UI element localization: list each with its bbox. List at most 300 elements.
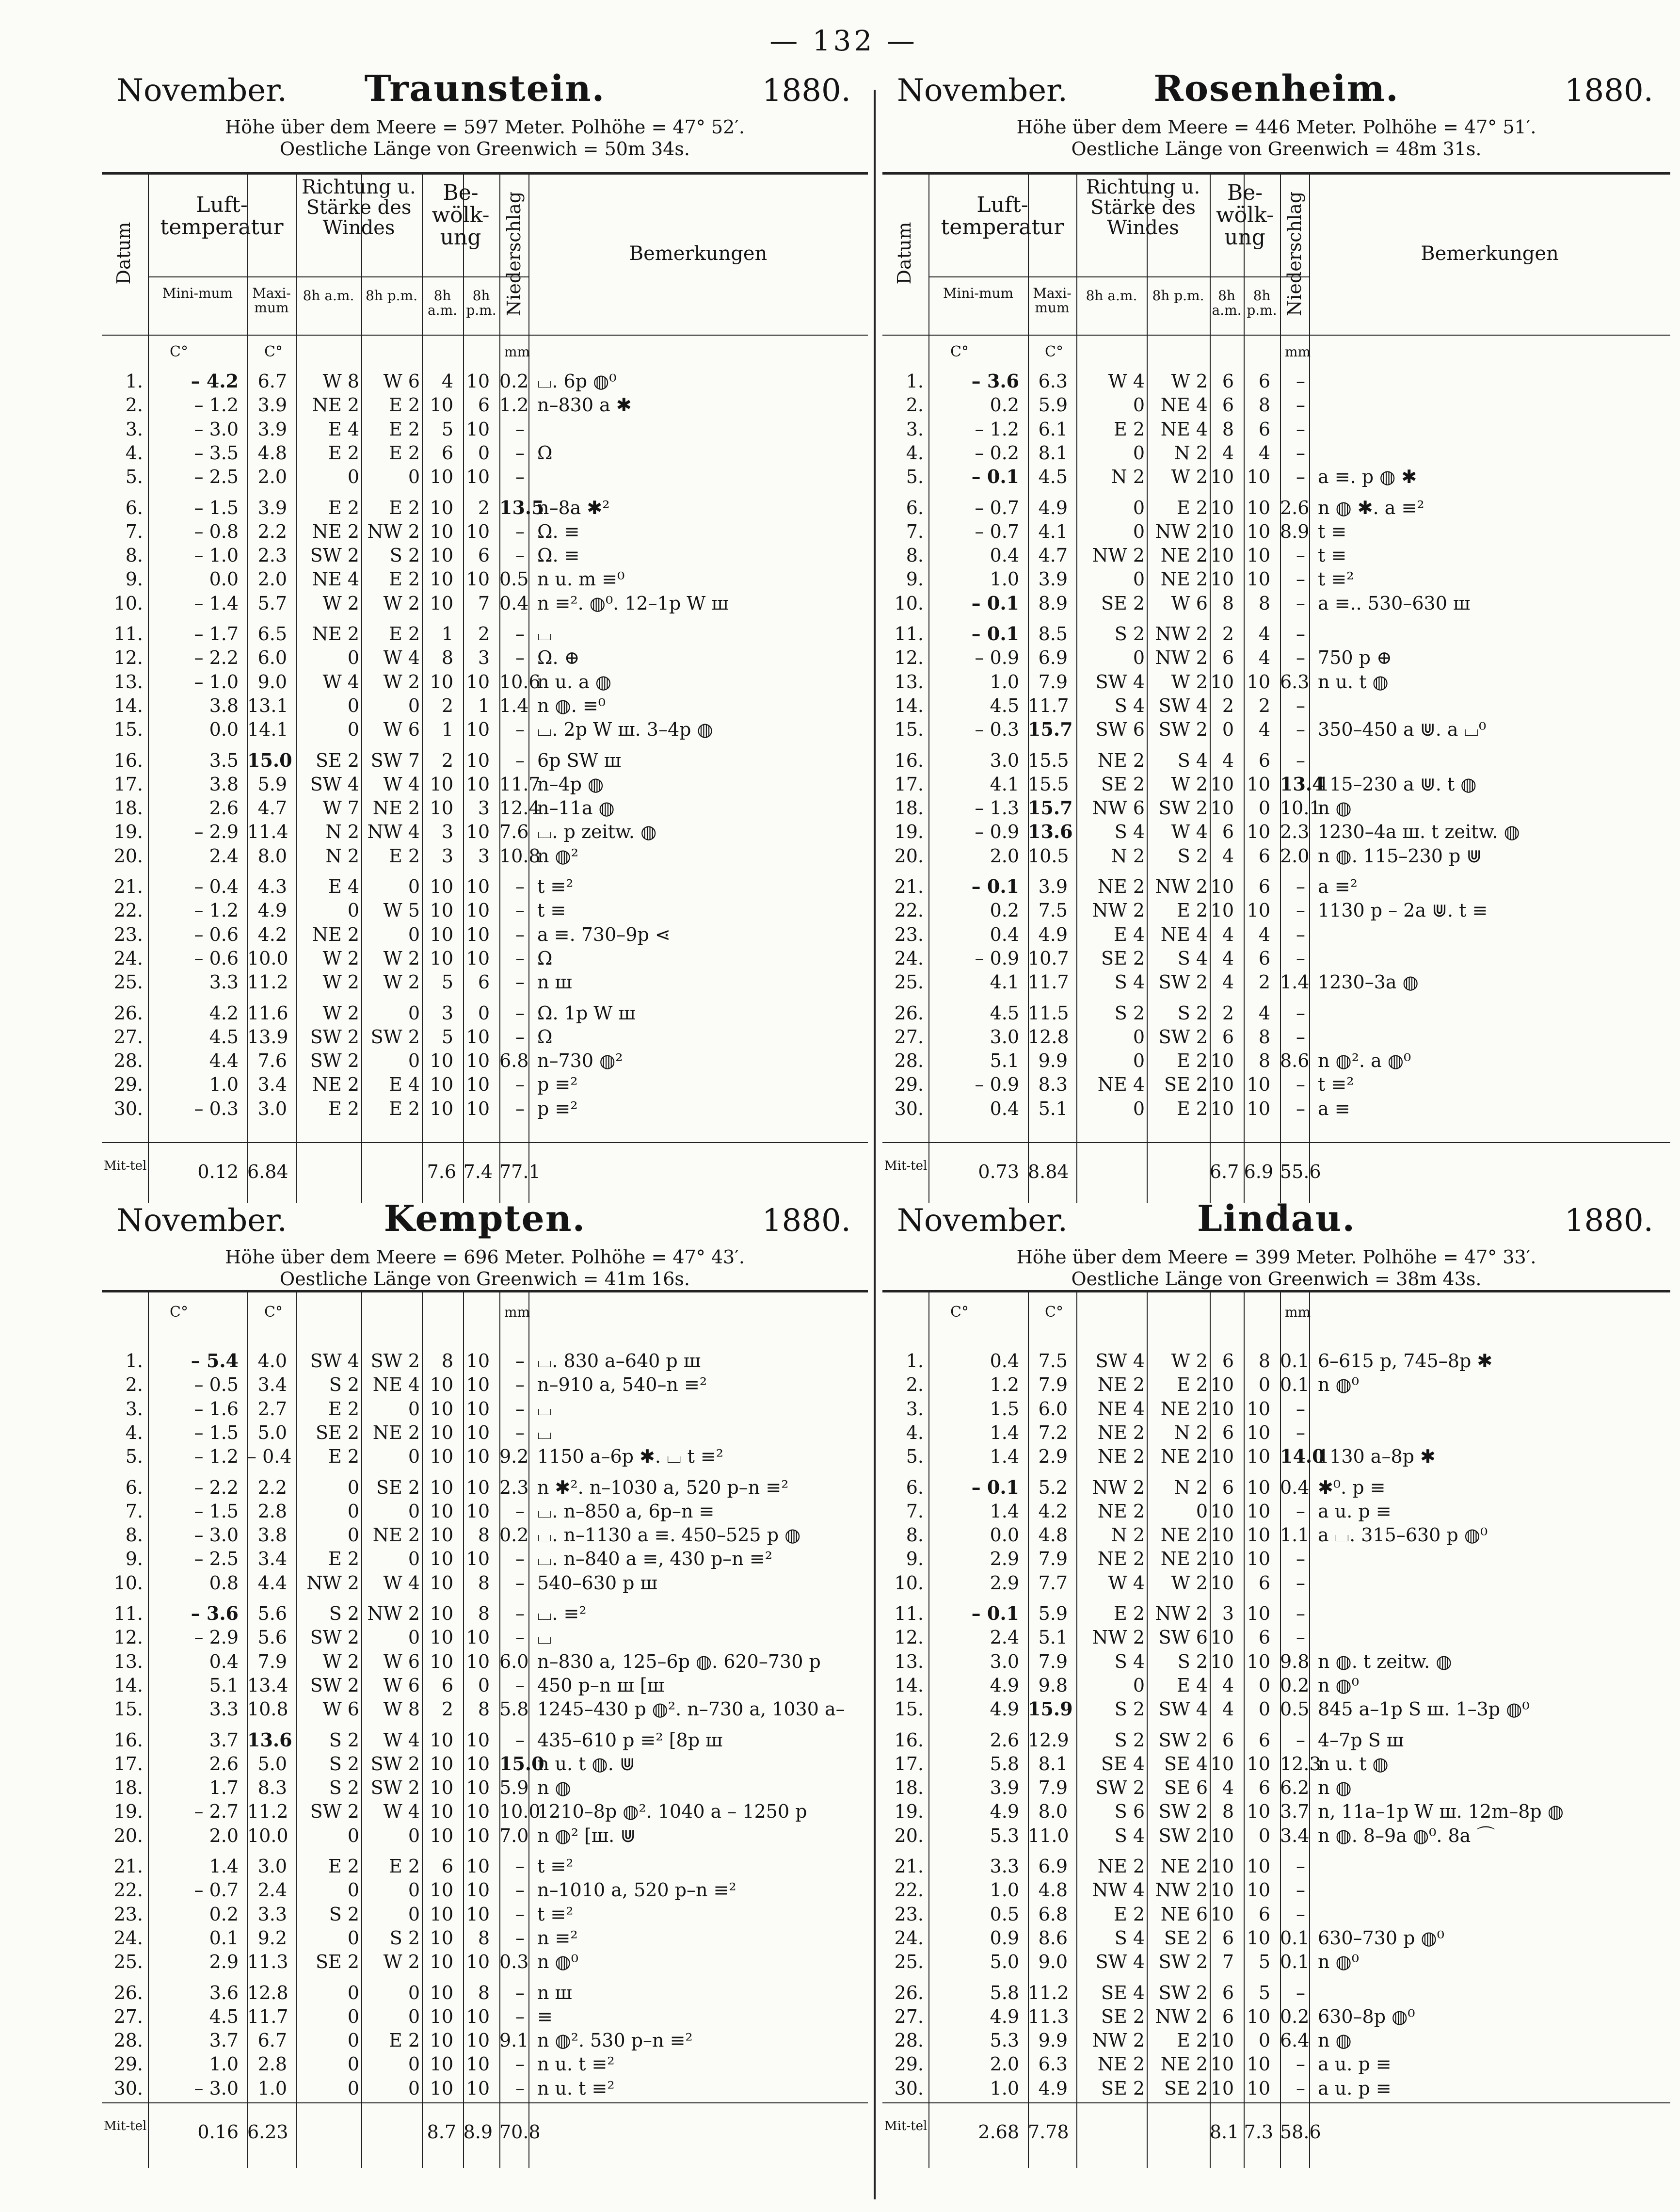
remarks: 845 a–1p S ш. 1–3p ◍⁰ — [1318, 1699, 1530, 1720]
wind-am: NE 2 — [312, 520, 359, 542]
min-temp: 2.9 — [209, 1951, 239, 1973]
row-date: 2. — [125, 1374, 143, 1396]
max-temp: 5.6 — [257, 1627, 287, 1648]
cloud-am: 10 — [1210, 1500, 1234, 1522]
cloud-pm: 10 — [1247, 545, 1270, 566]
remarks: n ◍. 115–230 p ⋓ — [1318, 845, 1482, 866]
wind-am: SW 4 — [310, 773, 359, 795]
wind-pm: SW 2 — [1158, 971, 1208, 993]
cloud-pm: 2 — [478, 497, 490, 518]
wind-pm: SW 6 — [1158, 1627, 1208, 1648]
cloud-pm: 10 — [1247, 2053, 1270, 2075]
remarks: n ◍. ≡⁰ — [537, 695, 606, 716]
max-temp: 4.9 — [257, 900, 287, 921]
cloud-am: 4 — [1222, 845, 1234, 867]
column-rule — [528, 1292, 529, 2168]
cloud-pm: 10 — [1247, 1927, 1270, 1949]
cloud-pm: 10 — [1247, 466, 1270, 488]
max-temp: 2.3 — [257, 545, 287, 566]
min-temp: – 1.7 — [194, 623, 239, 645]
cloud-pm: 8 — [478, 1982, 490, 2003]
precipitation: 12.4 — [499, 797, 541, 819]
cloud-pm: 8 — [1258, 592, 1270, 614]
cloud-pm: 10 — [466, 2053, 490, 2075]
cloud-pm: 10 — [466, 1650, 490, 1672]
remarks: Ω. ≡ — [537, 521, 580, 542]
cloud-am: 10 — [430, 466, 453, 488]
max-temp: 10.8 — [247, 1698, 288, 1720]
wind-pm: 0 — [408, 1500, 420, 1522]
remarks: ⌴ — [537, 1398, 552, 1419]
cloud-pm: 8 — [1258, 1050, 1270, 1072]
cloud-am: 10 — [1210, 797, 1234, 819]
year-label: 1880. — [762, 1203, 851, 1239]
max-temp: 13.4 — [247, 1674, 288, 1696]
row-date: 6. — [906, 497, 924, 518]
wind-am: 0 — [347, 2053, 359, 2075]
wind-am: SE 2 — [315, 749, 359, 771]
cloud-am: 10 — [430, 876, 453, 897]
cloud-am: 10 — [1210, 1374, 1234, 1396]
cloud-am: 10 — [430, 1398, 453, 1420]
max-temp: 3.0 — [257, 1098, 287, 1119]
precipitation: – — [1296, 1500, 1305, 1522]
precipitation: – — [1296, 466, 1305, 488]
wind-pm: NE 2 — [1160, 568, 1208, 590]
remarks: n ◍ — [537, 1777, 571, 1798]
cloud-pm: 0 — [1258, 1374, 1270, 1396]
wind-pm: SW 2 — [1158, 797, 1208, 819]
min-temp: – 4.2 — [191, 370, 239, 392]
cloud-pm: 10 — [466, 1824, 490, 1846]
unit-c: C° — [170, 343, 188, 360]
max-temp: 6.9 — [1038, 1856, 1068, 1877]
cloud-am: 10 — [1210, 1446, 1234, 1468]
wind-pm: W 2 — [1171, 466, 1208, 488]
cloud-pm: 6 — [1258, 418, 1270, 440]
station-panel — [882, 1198, 1670, 2168]
precipitation: – — [515, 719, 525, 741]
cloud-pm: 10 — [466, 1421, 490, 1443]
precipitation: – — [1296, 923, 1305, 945]
row-date: 3. — [906, 418, 924, 440]
remarks: n ◍⁰ — [1318, 1374, 1359, 1395]
wind-am: NE 4 — [1097, 1398, 1145, 1420]
min-temp: 5.1 — [990, 1050, 1019, 1072]
row-date: 11. — [894, 623, 924, 645]
cloud-am: 6 — [1222, 1982, 1234, 2003]
cloud-pm: 4 — [1258, 719, 1270, 741]
remarks: n ◍² [ш. ⋓ — [537, 1825, 636, 1846]
cloud-pm: 0 — [478, 1002, 490, 1024]
mean-max: 7.78 — [1028, 2121, 1069, 2143]
wind-pm: NW 2 — [367, 1603, 420, 1624]
remarks: 630–8p ◍⁰ — [1318, 2006, 1415, 2027]
min-temp: 1.0 — [990, 1879, 1019, 1901]
header-rule — [882, 335, 1670, 336]
row-date: 19. — [894, 1801, 924, 1823]
month-label: November. — [116, 73, 287, 109]
cloud-am: 4 — [1222, 971, 1234, 993]
cloud-am: 7 — [1222, 1951, 1234, 1973]
wind-am: NE 2 — [1097, 1856, 1145, 1877]
wind-pm: NW 2 — [367, 520, 420, 542]
max-temp: 8.0 — [257, 845, 287, 867]
cloud-am: 10 — [430, 1982, 453, 2003]
precipitation: – — [1296, 2053, 1305, 2075]
wind-am: E 4 — [328, 418, 359, 440]
cloud-pm: 10 — [1247, 520, 1270, 542]
cloud-am: 10 — [1210, 466, 1234, 488]
max-temp: 5.9 — [1038, 394, 1068, 416]
cloud-am: 10 — [1210, 1856, 1234, 1877]
mean-rule — [102, 1142, 868, 1143]
remarks: ⌴ — [537, 1627, 552, 1648]
cloud-am: 3 — [441, 821, 453, 843]
remarks: t ≡ — [1318, 545, 1347, 566]
max-temp: 6.3 — [1038, 371, 1068, 392]
precipitation: 1.4 — [1280, 971, 1310, 993]
wind-am: S 2 — [1114, 1698, 1145, 1720]
max-temp: 5.9 — [257, 773, 287, 795]
wind-pm: E 4 — [389, 1074, 420, 1096]
row-date: 19. — [113, 1801, 143, 1823]
min-temp: 3.9 — [990, 1777, 1019, 1799]
column-rule — [1076, 175, 1077, 1203]
cloud-am: 10 — [1210, 1074, 1234, 1096]
wind-pm: 0 — [408, 876, 420, 897]
cloud-am: 10 — [1210, 1572, 1234, 1594]
cloud-am: 10 — [430, 1446, 453, 1468]
max-temp: 4.3 — [257, 876, 287, 897]
precipitation: 8.6 — [1280, 1050, 1310, 1072]
wind-pm: E 2 — [1177, 1374, 1208, 1396]
max-temp: 8.9 — [1038, 592, 1068, 614]
precipitation: – — [1296, 1074, 1305, 1096]
cloud-pm: 10 — [466, 466, 490, 488]
precipitation: – — [1296, 1026, 1305, 1048]
remarks: n ≡² — [537, 1927, 578, 1948]
cloud-am: 10 — [1210, 1398, 1234, 1420]
precipitation: 6.2 — [1280, 1777, 1310, 1799]
col-luft: Luft-temperatur — [941, 193, 1064, 240]
max-temp: 2.0 — [257, 568, 287, 590]
unit-c: C° — [264, 343, 283, 360]
cloud-am: 10 — [1210, 1050, 1234, 1072]
precipitation: – — [515, 1350, 525, 1372]
row-date: 22. — [894, 1879, 924, 1901]
min-temp: 0.0 — [209, 568, 239, 590]
row-date: 21. — [894, 876, 924, 897]
min-temp: – 0.4 — [194, 876, 239, 897]
cloud-am: 8 — [441, 647, 453, 669]
wind-pm: NW 2 — [1155, 2005, 1208, 2027]
wind-am: E 2 — [1114, 1603, 1145, 1624]
cloud-am: 6 — [1222, 1476, 1234, 1498]
cloud-am: 1 — [441, 623, 453, 645]
row-date: 5. — [125, 466, 143, 488]
col-bew-pm: 8h p.m. — [1247, 288, 1277, 318]
row-date: 26. — [113, 1002, 143, 1024]
min-temp: 1.5 — [990, 1398, 1019, 1420]
wind-am: NE 4 — [1097, 1074, 1145, 1096]
cloud-pm: 10 — [466, 773, 490, 795]
row-date: 9. — [906, 1548, 924, 1570]
wind-pm: E 2 — [389, 2030, 420, 2051]
row-date: 17. — [894, 773, 924, 795]
min-temp: 5.1 — [209, 1674, 239, 1696]
precipitation: 10.0 — [499, 1801, 541, 1823]
wind-pm: NE 4 — [1160, 418, 1208, 440]
elevation-line: Höhe über dem Meere = 597 Meter. Polhöhe = 47° 52′. — [225, 116, 745, 138]
min-temp: – 1.2 — [194, 900, 239, 921]
mean-max: 6.23 — [247, 2121, 288, 2143]
wind-am: SW 2 — [310, 1674, 359, 1696]
precipitation: – — [515, 1603, 525, 1624]
max-temp: 2.2 — [257, 1476, 287, 1498]
wind-am: S 4 — [1114, 694, 1145, 716]
col-min: Mini-mum — [943, 285, 1014, 301]
wind-am: SW 2 — [310, 1627, 359, 1648]
wind-am: E 4 — [1114, 923, 1145, 945]
wind-am: 0 — [1133, 394, 1145, 416]
remarks: 1245–430 p ◍². n–730 a, 1030 a– — [537, 1699, 845, 1720]
year-label: 1880. — [762, 73, 851, 109]
wind-pm: SW 2 — [370, 1350, 420, 1372]
row-date: 3. — [906, 1398, 924, 1420]
wind-am: NE 4 — [312, 568, 359, 590]
row-date: 26. — [894, 1982, 924, 2003]
max-temp: 12.8 — [247, 1982, 288, 2003]
row-date: 25. — [113, 1951, 143, 1973]
max-temp: 10.0 — [247, 1824, 288, 1846]
remarks: ⌴. n–840 a ≡, 430 p–n ≡² — [537, 1549, 772, 1569]
remarks: 4–7p S ш — [1318, 1729, 1404, 1750]
precipitation: – — [515, 1421, 525, 1443]
wind-am: NE 2 — [312, 1074, 359, 1096]
wind-am: SW 4 — [1095, 1350, 1145, 1372]
remarks: n u. t ◍ — [1318, 1753, 1389, 1774]
wind-pm: E 2 — [389, 394, 420, 416]
cloud-am: 2 — [441, 694, 453, 716]
min-temp: – 0.9 — [975, 647, 1019, 669]
cloud-am: 10 — [430, 1650, 453, 1672]
wind-pm: SW 2 — [1158, 1801, 1208, 1823]
precipitation: – — [1296, 623, 1305, 645]
wind-pm: W 2 — [1171, 371, 1208, 392]
wind-pm: SE 2 — [1164, 2077, 1208, 2099]
cloud-pm: 6 — [478, 545, 490, 566]
wind-am: NW 2 — [1092, 1627, 1145, 1648]
remarks: n–730 ◍² — [537, 1050, 623, 1071]
wind-pm: NW 2 — [1155, 623, 1208, 645]
wind-am: SE 2 — [315, 1421, 359, 1443]
precipitation: 6.8 — [499, 1050, 529, 1072]
precipitation: 6.4 — [1280, 2030, 1310, 2051]
max-temp: 4.5 — [1038, 466, 1068, 488]
cloud-pm: 4 — [1258, 623, 1270, 645]
min-temp: 2.6 — [990, 1729, 1019, 1751]
wind-pm: NW 2 — [1155, 876, 1208, 897]
wind-pm: E 2 — [1177, 497, 1208, 518]
cloud-pm: 10 — [466, 900, 490, 921]
cloud-am: 0 — [1222, 719, 1234, 741]
wind-pm: NE 2 — [1160, 1446, 1208, 1468]
wind-am: S 2 — [329, 1729, 359, 1751]
wind-pm: W 2 — [383, 971, 420, 993]
remarks: n u. t ◍. ⋓ — [537, 1753, 635, 1774]
wind-am: S 2 — [1114, 1002, 1145, 1024]
min-temp: 3.5 — [209, 749, 239, 771]
data-table — [882, 172, 1670, 1203]
data-table — [102, 1290, 868, 2168]
remarks: Ω. 1p W ш — [537, 1002, 636, 1023]
wind-am: S 6 — [1114, 1801, 1145, 1823]
row-date: 25. — [894, 1951, 924, 1973]
min-temp: 3.7 — [209, 1729, 239, 1751]
wind-pm: NE 2 — [372, 1524, 420, 1546]
row-date: 25. — [113, 971, 143, 993]
max-temp: 4.8 — [1038, 1879, 1068, 1901]
min-temp: 4.9 — [990, 1801, 1019, 1823]
wind-pm: E 2 — [1177, 900, 1208, 921]
row-date: 28. — [894, 2030, 924, 2051]
wind-pm: E 2 — [389, 442, 420, 464]
row-date: 30. — [894, 1098, 924, 1119]
wind-am: NE 2 — [312, 394, 359, 416]
wind-am: 0 — [347, 1476, 359, 1498]
cloud-pm: 6 — [478, 394, 490, 416]
cloud-am: 6 — [1222, 1421, 1234, 1443]
max-temp: 3.4 — [257, 1548, 287, 1570]
max-temp: 6.0 — [257, 647, 287, 669]
wind-am: 0 — [1133, 1098, 1145, 1119]
cloud-pm: 10 — [466, 1729, 490, 1751]
precipitation: – — [515, 1674, 525, 1696]
row-date: 24. — [113, 1927, 143, 1949]
max-temp: 3.9 — [257, 497, 287, 518]
wind-am: 0 — [347, 2030, 359, 2051]
cloud-pm: 8 — [1258, 1350, 1270, 1372]
wind-pm: 0 — [1196, 1500, 1208, 1522]
wind-am: S 2 — [1114, 623, 1145, 645]
precipitation: 1.2 — [499, 394, 529, 416]
min-temp: 0.5 — [990, 1903, 1019, 1925]
precipitation: – — [515, 1548, 525, 1570]
cloud-am: 2 — [1222, 623, 1234, 645]
max-temp: 15.0 — [247, 749, 292, 771]
min-temp: 3.8 — [209, 694, 239, 716]
row-date: 8. — [906, 545, 924, 566]
row-date: 26. — [894, 1002, 924, 1024]
cloud-am: 10 — [430, 2053, 453, 2075]
precipitation: – — [1296, 1903, 1305, 1925]
row-date: 27. — [113, 1026, 143, 1048]
cloud-am: 10 — [430, 1927, 453, 1949]
col-nied: Niederschlag — [503, 191, 525, 316]
remarks: t ≡² — [537, 1904, 574, 1924]
precipitation: 7.0 — [499, 1824, 529, 1846]
min-temp: 1.2 — [990, 1374, 1019, 1396]
cloud-pm: 8 — [478, 1698, 490, 1720]
max-temp: 4.9 — [1038, 2077, 1068, 2099]
max-temp: 7.9 — [1038, 1548, 1068, 1570]
wind-pm: W 2 — [383, 1951, 420, 1973]
min-temp: – 2.9 — [194, 1627, 239, 1648]
max-temp: 3.4 — [257, 1074, 287, 1096]
cloud-pm: 8 — [478, 1572, 490, 1594]
wind-pm: E 2 — [389, 568, 420, 590]
center-divider — [874, 90, 876, 2199]
min-temp: 0.2 — [209, 1903, 239, 1925]
cloud-pm: 6 — [1258, 1572, 1270, 1594]
precipitation: – — [1296, 947, 1305, 969]
row-date: 13. — [113, 671, 143, 693]
max-temp: 9.2 — [257, 1927, 287, 1949]
row-date: 29. — [113, 2053, 143, 2075]
min-temp: 0.2 — [990, 394, 1019, 416]
precipitation: 12.3 — [1280, 1753, 1321, 1775]
precipitation: – — [515, 2077, 525, 2099]
wind-am: 0 — [1133, 1674, 1145, 1696]
wind-am: SE 2 — [315, 1951, 359, 1973]
cloud-pm: 6 — [1258, 1627, 1270, 1648]
max-temp: 8.1 — [1038, 442, 1068, 464]
min-temp: – 3.5 — [194, 442, 239, 464]
max-temp: 7.2 — [1038, 1421, 1068, 1443]
cloud-am: 10 — [430, 1421, 453, 1443]
precipitation: – — [1296, 1398, 1305, 1420]
mean-label: Mit-tel — [884, 2119, 928, 2133]
wind-pm: W 5 — [383, 900, 420, 921]
cloud-am: 5 — [441, 418, 453, 440]
min-temp: 1.0 — [209, 2053, 239, 2075]
min-temp: 2.0 — [990, 2053, 1019, 2075]
precipitation: – — [1296, 442, 1305, 464]
remarks: ⌴ — [537, 624, 552, 644]
mean-precip: 58.6 — [1280, 2121, 1321, 2143]
cloud-am: 10 — [430, 1476, 453, 1498]
wind-pm: SW 2 — [1158, 1026, 1208, 1048]
row-date: 7. — [906, 1500, 924, 1522]
row-date: 19. — [113, 821, 143, 843]
wind-am: NE 2 — [1097, 749, 1145, 771]
min-temp: – 1.2 — [975, 418, 1019, 440]
max-temp: 7.5 — [1038, 900, 1068, 921]
min-temp: – 2.5 — [194, 466, 239, 488]
cloud-am: 10 — [430, 1548, 453, 1570]
cloud-am: 6 — [1222, 821, 1234, 843]
precipitation: 14.0 — [1280, 1445, 1325, 1468]
col-bew: Be-wölk-ung — [1216, 180, 1274, 250]
precipitation: – — [1296, 418, 1305, 440]
row-date: 24. — [113, 947, 143, 969]
min-temp: 4.9 — [990, 2005, 1019, 2027]
row-date: 12. — [113, 1627, 143, 1648]
row-date: 4. — [125, 442, 143, 464]
cloud-pm: 3 — [478, 647, 490, 669]
min-temp: – 1.0 — [194, 545, 239, 566]
precipitation: – — [1296, 1627, 1305, 1648]
cloud-am: 10 — [430, 2030, 453, 2051]
precipitation: 0.1 — [1280, 1350, 1310, 1372]
cloud-am: 10 — [430, 1903, 453, 1925]
min-temp: – 0.3 — [194, 1098, 239, 1119]
cloud-pm: 10 — [1247, 1650, 1270, 1672]
cloud-pm: 10 — [466, 876, 490, 897]
wind-pm: SW 2 — [1158, 1824, 1208, 1846]
row-date: 18. — [113, 797, 143, 819]
